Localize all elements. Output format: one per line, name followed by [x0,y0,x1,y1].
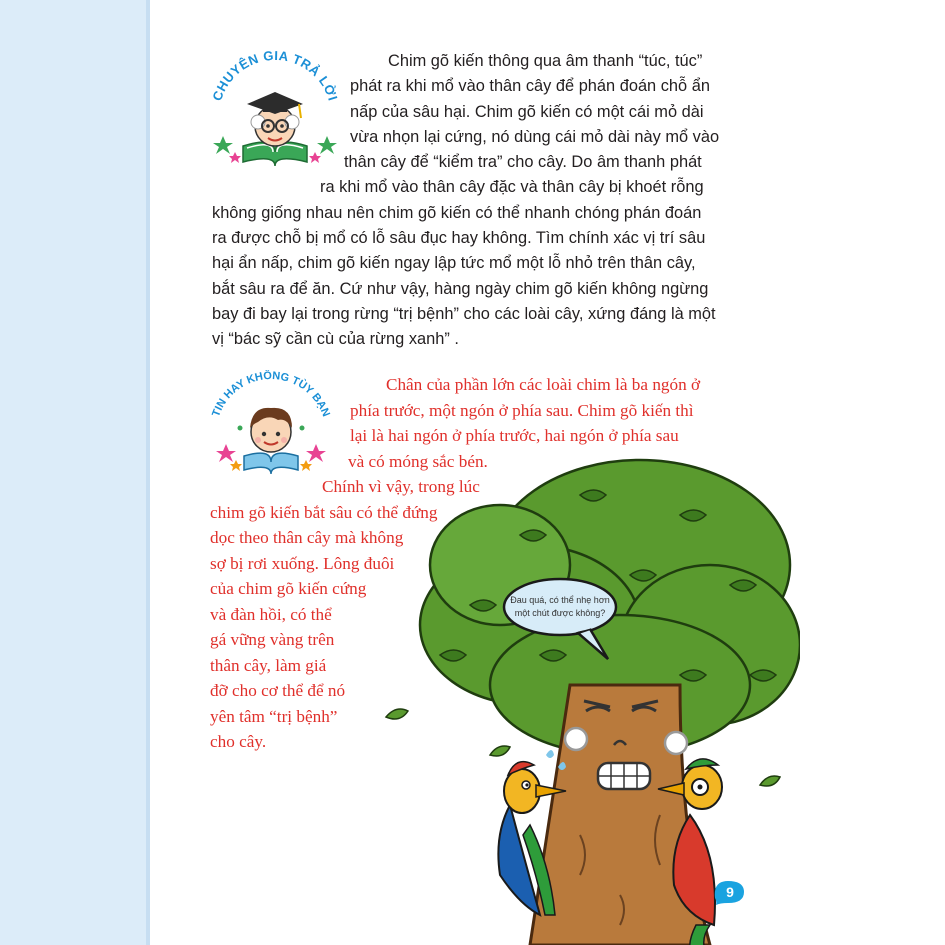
fact-line: sợ bị rơi xuống. Lông đuôi [210,553,395,573]
speech-bubble-line1: Đau quá, có thể nhẹ hơn [510,595,610,605]
fact-line: gá vững vàng trên [210,630,335,649]
expert-answer-text [212,49,746,353]
fact-line: chim gõ kiến bắt sâu có thể đứng [210,502,438,522]
fact-line: thân cây, làm giá [210,655,327,675]
expert-line: thân cây để “kiểm tra” cho cây. Do âm thanh phát [344,153,702,172]
expert-line: vị “bác sỹ cần cù của rừng xanh” . [212,330,459,349]
fact-line: và đàn hồi, có thể [210,604,332,624]
expert-line: bay đi bay lại trong rừng “trị bệnh” cho các loài cây, xứng đáng là một [212,304,716,323]
fact-line: phía trước, một ngón ở phía sau. Chim gõ kiến thì [350,400,694,420]
expert-line: vừa nhọn lại cứng, nó dùng cái mỏ dài này mổ vào [350,127,720,146]
expert-line: phát ra khi mổ vào thân cây để phán đoán chỗ ẩn [350,77,710,96]
speech-bubble-line2: một chút được không? [514,608,606,618]
book-spine [0,0,150,945]
fact-line: lại là hai ngón ở phía trước, hai ngón ở phía sau [350,426,679,445]
expert-line: ra khi mổ vào thân cây đặc và thân cây bị khoét rỗng [320,178,704,197]
fact-line: và có móng sắc bén. [348,451,488,471]
expert-line: hại ẩn nấp, chim gõ kiến ngay lập tức mổ một lỗ nhỏ trên thân cây, [212,254,696,273]
expert-line: ra được chỗ bị mổ có lỗ sâu đục hay không. Tìm chính xác vị trí sâu [212,229,706,248]
expert-line: nấp của sâu hại. Chim gõ kiến có một cái mỏ dài [350,102,704,121]
fact-line: của chim gõ kiến cứng [210,579,367,598]
fact-line: Chính vì vậy, trong lúc [322,477,480,496]
page-right-margin [800,0,945,945]
fun-fact-badge-label: TIN HAY KHÔNG TÙY BẠN [210,370,332,419]
fact-line: yên tâm “trị bệnh” [210,706,338,726]
spine-edge [146,0,150,945]
expert-line: Chim gõ kiến thông qua âm thanh “túc, túc” [388,52,703,70]
page-number-badge [714,880,746,906]
page-number: 9 [726,884,734,900]
expert-badge-label: CHUYÊN GIA TRẢ LỜI [209,48,341,103]
fact-line: Chân của phần lớn các loài chim là ba ngón ở [386,375,701,394]
fact-line: cho cây. [210,732,267,751]
tree-illustration [380,455,800,945]
fact-line: đỡ cho cơ thể để nó [210,681,346,700]
fact-line: dọc theo thân cây mà không [210,528,404,547]
expert-line: bắt sâu ra để ăn. Cứ như vậy, hàng ngày chim gõ kiến không ngừng [212,279,709,298]
expert-line: không giống nhau nên chim gõ kiến có thể nhanh chóng phán đoán [212,203,702,222]
